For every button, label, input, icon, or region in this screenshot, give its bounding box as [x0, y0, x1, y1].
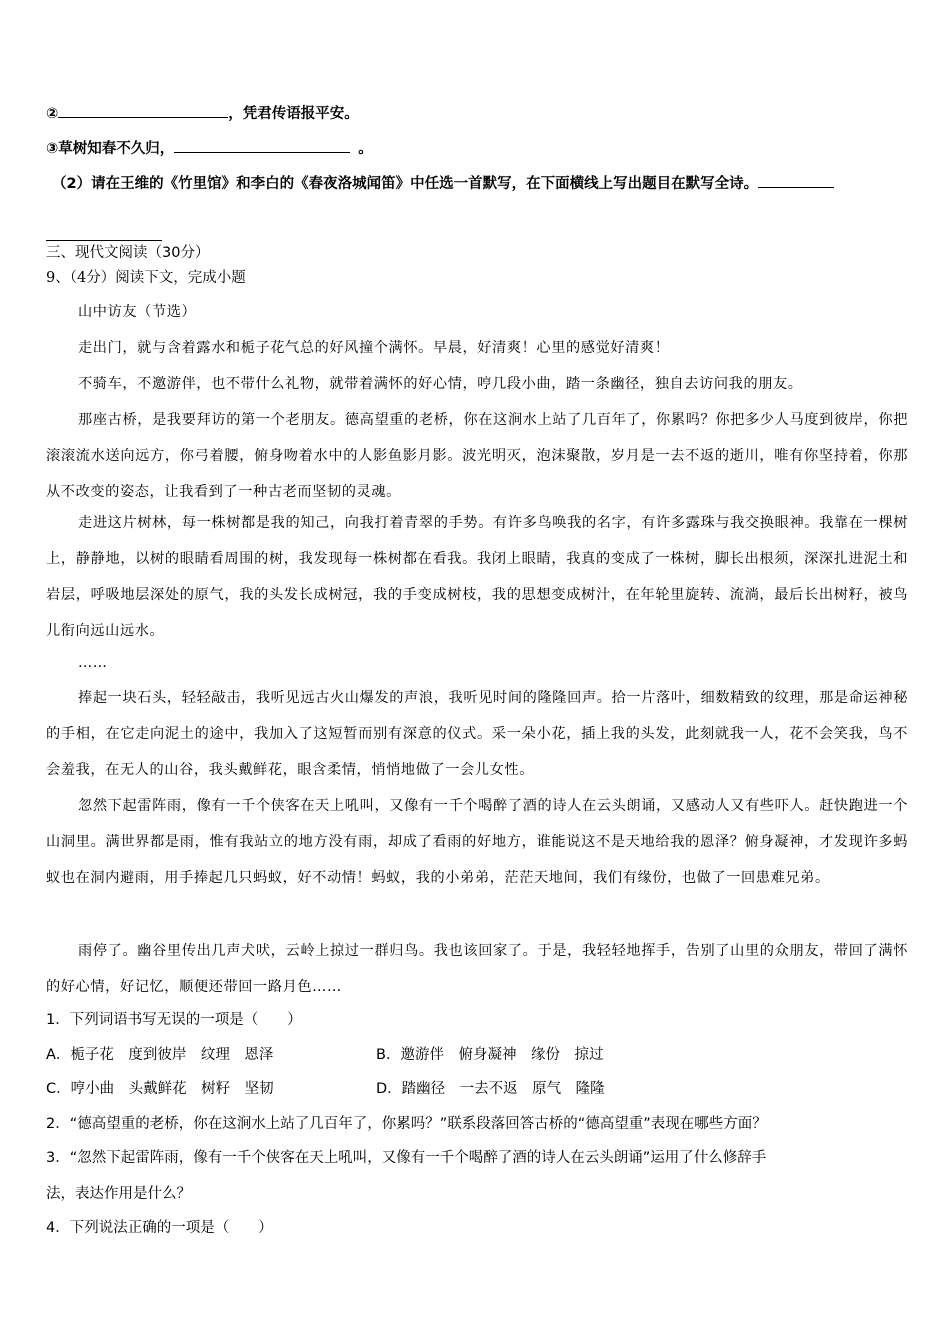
- option-b[interactable]: B．邀游伴 俯身凝神 缘份 掠过: [376, 1047, 604, 1063]
- question-3-line-2: 法，表达作用是什么？: [46, 1186, 191, 1202]
- passage-paragraph: 捧起一块石头，轻轻敲击，我听见远古火山爆发的声浪，我听见时间的隆隆回声。拾一片落叶，细数精致的纹理，那是命运神秘的手相，在它走向泥土的途中，我加入了这短暂而别有深意的仪式。采一朵小花，插上我的头发，此刻就我一人，花不会笑我，鸟不会羞我，在无人的山谷，我头戴鲜花，眼含柔情，悄悄地做了一会儿女性。: [46, 690, 908, 778]
- answer-blank[interactable]: [174, 138, 350, 153]
- passage-paragraph: 忽然下起雷阵雨，像有一千个侠客在天上吼叫，又像有一千个喝醉了酒的诗人在云头朗诵，又感动人又有些吓人。赶快跑进一个山洞里。满世界都是雨，惟有我站立的地方没有雨，却成了看雨的好地方，谁能说这不是天地给我的恩泽？俯身凝神，才发现许多蚂蚁也在洞内避雨，用手捧起几只蚂蚁，好不动情！蚂蚁，我的小弟弟，茫茫天地间，我们有缘份，也做了一回患难兄弟。: [46, 798, 908, 886]
- part2-instruction: （2）请在王维的《竹里馆》和李白的《春夜洛城闻笛》中任选一首默写，在下面横线上写出题目在默写全诗。: [52, 176, 759, 192]
- answer-blank[interactable]: [58, 103, 228, 118]
- passage-paragraph: 走进这片树林，每一株树都是我的知己，向我打着青翠的手势。有许多鸟唤我的名字，有许多露珠与我交换眼神。我靠在一棵树上，静静地，以树的眼睛看周围的树，我发现每一株树都在看我。我闭上眼睛，我真的变成了一株树，脚长出根须，深深扎进泥土和岩层，呼吸地层深处的原气，我的头发长成树冠，我的手变成树枝，我的思想变成树汁，在年轮里旋转、流淌，最后长出树籽，被鸟儿衔向远山远水。: [46, 515, 908, 639]
- answer-blank[interactable]: [758, 173, 834, 188]
- passage-title: 山中访友（节选）: [78, 304, 197, 320]
- question-1-options-row-1: [46, 1045, 603, 1065]
- passage-ellipsis: ……: [78, 655, 108, 671]
- passage-paragraph: 那座古桥，是我要拜访的第一个老朋友。德高望重的老桥，你在这涧水上站了几百年了，你累吗？你把多少人马度到彼岸，你把滚滚流水送向远方，你弓着腰，俯身吻着水中的人影鱼影月影。波光明灭，泡沫聚散，岁月是一去不返的逝川，唯有你坚持着，你那从不改变的姿态，让我看到了一种古老而坚韧的灵魂。: [46, 412, 908, 500]
- item-marker: ③: [46, 141, 59, 157]
- question-9-header: 9、（4分）阅读下文，完成小题: [46, 270, 246, 286]
- passage-paragraph: 走出门，就与含着露水和栀子花气总的好风撞个满怀。早晨，好清爽！心里的感觉好清爽！: [78, 340, 670, 356]
- fill-in-item-2: [46, 103, 359, 124]
- answer-blank[interactable]: [46, 226, 162, 241]
- section-title: 三、现代文阅读（30分）: [46, 245, 210, 261]
- option-a[interactable]: A．栀子花 度到彼岸 纹理 恩泽: [46, 1047, 274, 1063]
- passage-paragraph: 雨停了。幽谷里传出几声犬吠，云岭上掠过一群归鸟。我也该回家了。于是，我轻轻地挥手，告别了山里的众朋友，带回了满怀的好心情，好记忆，顺便还带回一路月色……: [46, 943, 908, 995]
- question-1-options-row-2: [46, 1079, 605, 1099]
- option-c[interactable]: C．哼小曲 头戴鲜花 树籽 坚韧: [46, 1081, 274, 1097]
- option-d[interactable]: D．踏幽径 一去不返 原气 隆隆: [376, 1081, 605, 1097]
- question-4: 4．下列说法正确的一项是（ ）: [46, 1220, 273, 1236]
- passage-paragraph: 不骑车，不邀游伴，也不带什么礼物，就带着满怀的好心情，哼几段小曲，踏一条幽径，独自去访问我的朋友。: [78, 376, 803, 392]
- fill-in-item-3: [46, 138, 373, 159]
- item-marker: ②: [46, 106, 59, 122]
- question-2: 2．“德高望重的老桥，你在这涧水上站了几百年了，你累吗？”联系段落回答古桥的“德高望重”表现在哪些方面？: [46, 1116, 767, 1132]
- fill-in-part-2: [52, 173, 834, 194]
- question-3-line-1: 3．“忽然下起雷阵雨，像有一千个侠客在天上吼叫，又像有一千个喝醉了酒的诗人在云头朗诵”运用了什么修辞手: [46, 1150, 767, 1166]
- item-text: ，凭君传语报平安。: [228, 106, 359, 122]
- item-text: 草树知春不久归，: [58, 141, 175, 157]
- question-1-stem: 1．下列词语书写无误的一项是（ ）: [46, 1012, 302, 1028]
- item-end: 。: [358, 141, 373, 157]
